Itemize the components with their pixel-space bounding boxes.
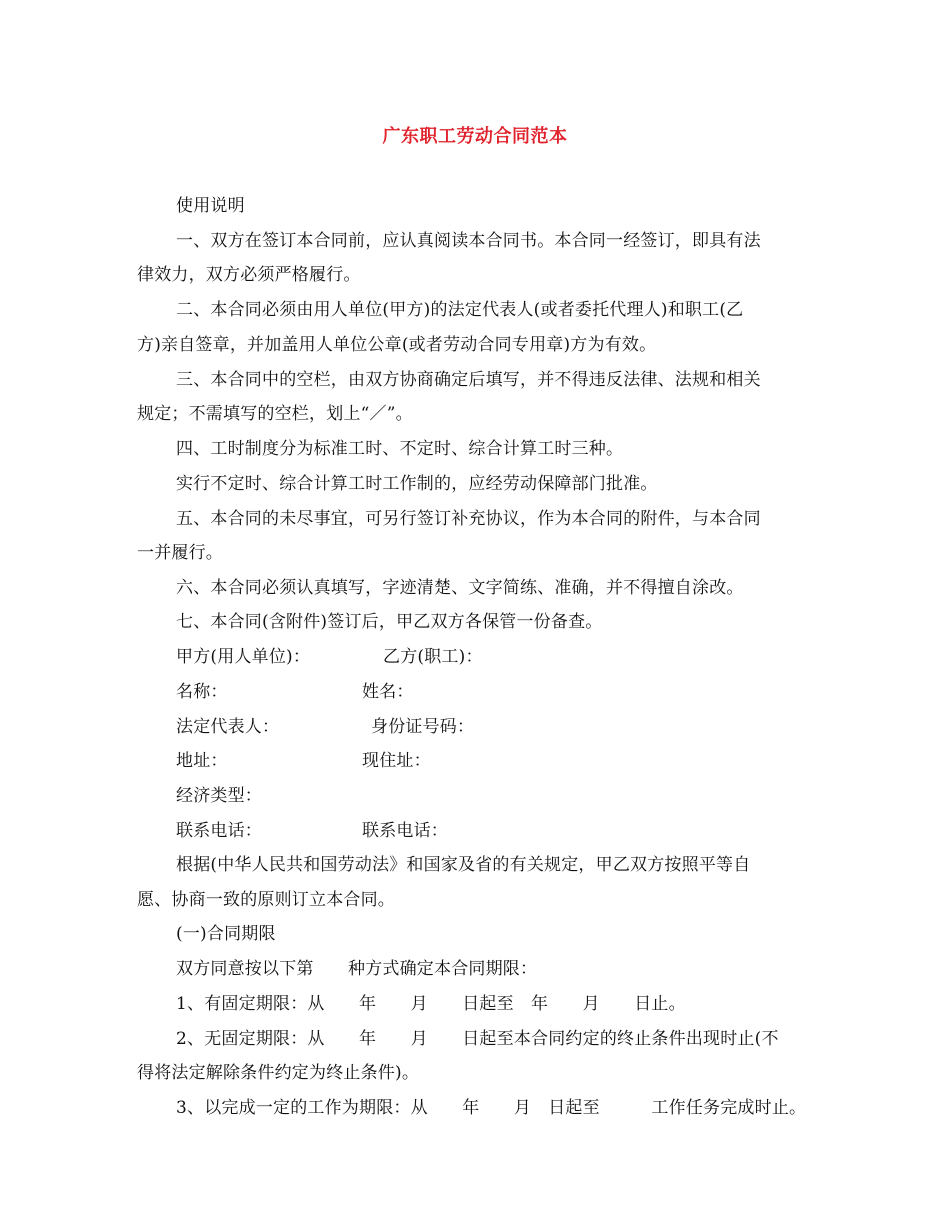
term-option-3: 3、以完成一定的工作为期限：从 年 月 日起至 工作任务完成时止。 xyxy=(176,1098,807,1118)
term-option-1: 1、有固定期限：从 年 月 日起至 年 月 日止。 xyxy=(176,994,686,1014)
term-selection-line: 双方同意按以下第 种方式确定本合同期限： xyxy=(176,959,538,979)
clause-4-line-2: 实行不定时、综合计算工时工作制的，应经劳动保障部门批准。 xyxy=(176,474,658,494)
clause-4-line-1: 四、工时制度分为标准工时、不定时、综合计算工时三种。 xyxy=(176,439,624,459)
party-b-label: 乙方(职工)： xyxy=(383,647,483,667)
clause-5-line-1: 五、本合同的未尽事宜，可另行签订补充协议，作为本合同的附件，与本合同 xyxy=(176,509,761,529)
party-a-label: 甲方(用人单位)： xyxy=(176,647,311,667)
id-number-label: 身份证号码： xyxy=(371,717,475,737)
preamble-line-1: 根据(中华人民共和国劳动法》和国家及省的有关规定，甲乙双方按照平等自 xyxy=(176,855,751,875)
party-a-phone-label: 联系电话： xyxy=(176,821,262,841)
term-option-2-line-2: 得将法定解除条件约定为终止条件)。 xyxy=(137,1063,420,1083)
clause-7: 七、本合同(含附件)签订后，甲乙双方各保管一份备查。 xyxy=(176,612,603,632)
document-title: 广东职工劳动合同范本 xyxy=(382,126,568,147)
preamble-line-2: 愿、协商一致的原则订立本合同。 xyxy=(137,890,395,910)
party-b-phone-label: 联系电话： xyxy=(362,821,448,841)
clause-3-line-1: 三、本合同中的空栏，由双方协商确定后填写，并不得违反法律、法规和相关 xyxy=(176,370,761,390)
name-label: 名称： xyxy=(176,682,228,702)
clause-2-line-1: 二、本合同必须由用人单位(甲方)的法定代表人(或者委托代理人)和职工(乙 xyxy=(176,300,744,320)
economic-type-label: 经济类型： xyxy=(176,786,262,806)
clause-1-line-1: 一、双方在签订本合同前，应认真阅读本合同书。本合同一经签订，即具有法 xyxy=(176,231,761,251)
clause-5-line-2: 一并履行。 xyxy=(137,543,223,563)
usage-heading: 使用说明 xyxy=(176,196,245,216)
clause-1-line-2: 律效力，双方必须严格履行。 xyxy=(137,265,361,285)
legal-representative-label: 法定代表人： xyxy=(176,717,280,737)
address-label: 地址： xyxy=(176,751,228,771)
section-1-heading: (一)合同期限 xyxy=(176,924,276,944)
clause-6: 六、本合同必须认真填写，字迹清楚、文字简练、准确，并不得擅自涂改。 xyxy=(176,578,744,598)
person-name-label: 姓名： xyxy=(362,682,414,702)
clause-2-line-2: 方)亲自签章，并加盖用人单位公章(或者劳动合同专用章)方为有效。 xyxy=(137,335,657,355)
current-address-label: 现住址： xyxy=(362,751,431,771)
term-option-2-line-1: 2、无固定期限：从 年 月 日起至本合同约定的终止条件出现时止(不 xyxy=(176,1029,779,1049)
clause-3-line-2: 规定；不需填写的空栏，划上“／”。 xyxy=(137,404,413,424)
